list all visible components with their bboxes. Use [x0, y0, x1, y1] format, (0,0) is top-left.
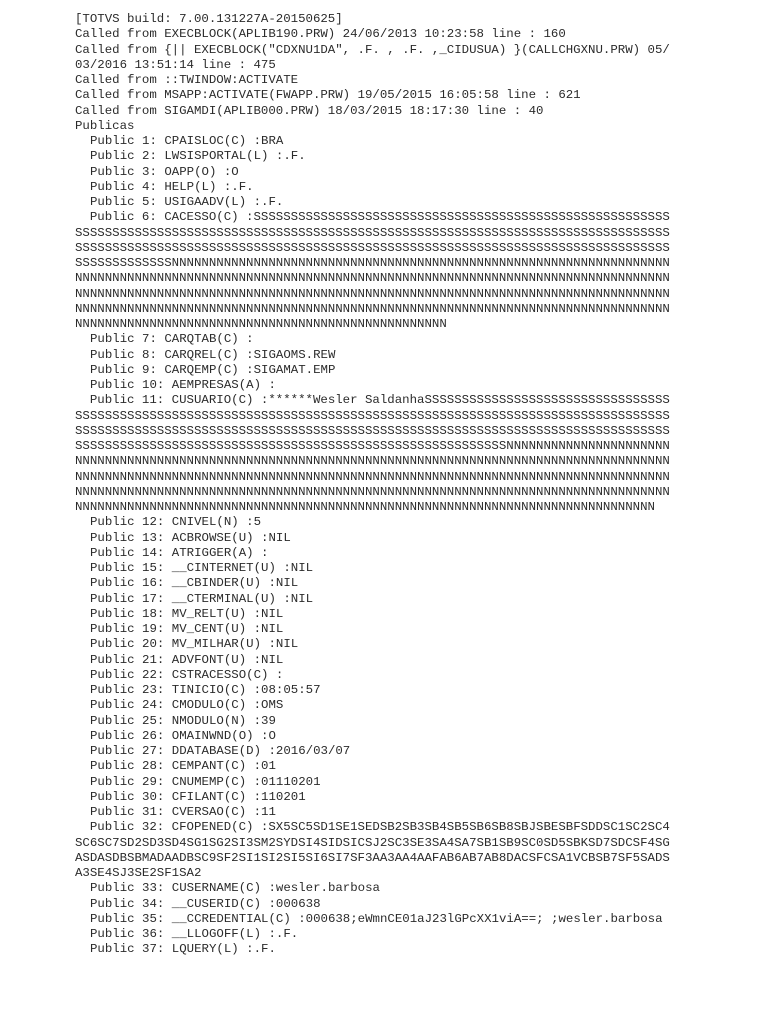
callstack-line: Called from ::TWINDOW:ACTIVATE: [75, 73, 299, 87]
error-log-document: [75, 12, 675, 958]
public-var-cusuario: Public 11: CUSUARIO(C) :******Wesler SaldanhaSSSSSSSSSSSSSSSSSSSSSSSSSSSSSSSSSSSSSSSSSSSSSSSSSSSSSSSSSSSSSSSSSSSSSSSSSSSSSSSSSSSSSSSSSSSSSSSSSSSSSSSSSSSSSSSSSSSSSSSSSSSSSSSSSSSSSSSSSSSSSSSSSSSSSSSSSSSSSSSSSSSSSSSSSSSSSSSSSSSSSSSSSSSSSSSSSSSSSSSSSSSSSSSSSSSSSSSSSSSSSSSSSSSSSSSSSSSSSSSSSSSSSSSSSSSNNNNNNNNNNNNNNNNNNNNNNNNNNNNNNNNNNNNNNNNNNNNNNNNNNNNNNNNNNNNNNNNNNNNNNNNNNNNNNNNNNNNNNNNNNNNNNNNNNNNNNNNNNNNNNNNNNNNNNNNNNNNNNNNNNNNNNNNNNNNNNNNNNNNNNNNNNNNNNNNNNNNNNNNNNNNNNNNNNNNNNNNNNNNNNNNNNNNNNNNNNNNNNNNNNNNNNNNNNNNNNNNNNNNNNNNNNNNNNNNNNNNNNNNNNNNNNNNNNNNNNNNNNNNNNNNNNNNNNNNNNNNNNNNNNNNNNNNNNNNNNNNNNNNNNNNNNNNNNNNNNNNNNNNNNNNNNNNNNNN: [75, 393, 670, 514]
public-var: Public 22: CSTRACESSO(C) :: [90, 667, 284, 682]
public-var: Public 19: MV_CENT(U) :NIL: [90, 622, 284, 636]
public-var: Public 35: __CCREDENTIAL(C) :000638;eWmnCE01aJ23lGPcXX1viA==; ;wesler.barbosa: [90, 911, 663, 926]
public-var: Public 13: ACBROWSE(U) :NIL: [90, 530, 291, 545]
public-var: Public 21: ADVFONT(U) :NIL: [90, 652, 284, 667]
public-var: Public 12: CNIVEL(N) :5: [90, 515, 262, 530]
public-var: Public 17: __CTERMINAL(U) :NIL: [90, 591, 314, 606]
public-var: Public 8: CARQREL(C) :SIGAOMS.REW: [90, 347, 336, 362]
public-var: Public 18: MV_RELT(U) :NIL: [90, 606, 284, 621]
public-var: Public 36: __LLOGOFF(L) :.F.: [90, 927, 299, 941]
public-var: Public 24: CMODULO(C) :OMS: [90, 698, 284, 713]
public-var: Public 20: MV_MILHAR(U) :NIL: [90, 637, 299, 652]
callstack-line: Called from MSAPP:ACTIVATE(FWAPP.PRW) 19/05/2015 16:05:58 line : 621: [75, 88, 581, 103]
public-var: Public 37: LQUERY(L) :.F.: [90, 942, 276, 957]
public-var: Public 4: HELP(L) :.F.: [90, 179, 254, 194]
public-var: Public 27: DDATABASE(D) :2016/03/07: [90, 744, 351, 758]
public-var: Public 28: CEMPANT(C) :01: [90, 759, 276, 774]
public-var: Public 7: CARQTAB(C) :: [90, 332, 254, 347]
public-var: Public 34: __CUSERID(C) :000638: [90, 896, 321, 911]
public-var: Public 2: LWSISPORTAL(L) :.F.: [90, 149, 306, 164]
public-var: Public 23: TINICIO(C) :08:05:57: [90, 683, 321, 697]
public-var: Public 9: CARQEMP(C) :SIGAMAT.EMP: [90, 362, 336, 377]
callstack-line: Called from {|| EXECBLOCK("CDXNU1DA", .F. , .F. ,_CIDUSUA) }(CALLCHGXNU.PRW) 05/03/2016 13:51:14 line : 475: [75, 42, 670, 72]
public-var-cfopened: Public 32: CFOPENED(C) :SX5SC5SD1SE1SEDSB2SB3SB4SB5SB6SB8SBJSBESBFSDDSC1SC2SC4SC6SC7SD2SD3SD4SG1SG2SI3SM2SYDSI4SIDSICSJ2SC3SE3SA4SA7SB1SB9SC0SD5SBKSD7SDCSF4SGASDASDBSBMADAADBSC9SF2SI1SI2SI5SI6SI7SF3AA3AA4AAFAB6AB7AB8DACSFCSA1VCBSB7SF5SADSA3SE4SJ3SE2SF1SA2: [75, 820, 670, 880]
public-var: Public 15: __CINTERNET(U) :NIL: [90, 561, 314, 575]
public-var: Public 33: CUSERNAME(C) :wesler.barbosa: [90, 881, 380, 896]
callstack-line: Called from EXECBLOCK(APLIB190.PRW) 24/06/2013 10:23:58 line : 160: [75, 27, 566, 42]
public-var: Public 16: __CBINDER(U) :NIL: [90, 576, 299, 591]
public-var: Public 1: CPAISLOC(C) :BRA: [90, 134, 284, 148]
public-var: Public 26: OMAINWND(O) :O: [90, 728, 276, 743]
build-line: [TOTVS build: 7.00.131227A-20150625]: [75, 12, 343, 26]
public-var: Public 29: CNUMEMP(C) :01110201: [90, 774, 321, 789]
public-var: Public 3: OAPP(O) :O: [90, 164, 239, 179]
public-var: Public 25: NMODULO(N) :39: [90, 713, 276, 728]
public-var: Public 31: CVERSAO(C) :11: [90, 805, 276, 819]
public-var: Public 10: AEMPRESAS(A) :: [90, 378, 276, 392]
public-var: Public 14: ATRIGGER(A) :: [90, 545, 269, 560]
public-var-cacesso: Public 6: CACESSO(C) :SSSSSSSSSSSSSSSSSSSSSSSSSSSSSSSSSSSSSSSSSSSSSSSSSSSSSSSSSSSSSSSSSSSSSSSSSSSSSSSSSSSSSSSSSSSSSSSSSSSSSSSSSSSSSSSSSSSSSSSSSSSSSSSSSSSSSSSSSSSSSSSSSSSSSSSSSSSSSSSSSSSSSSSSSSSSSSSSSSSSSSSSSSSSSSSSSSSSSSSSSSSSSSSSSSSSSSSSSSSSSSSSSSSSSNNNNNNNNNNNNNNNNNNNNNNNNNNNNNNNNNNNNNNNNNNNNNNNNNNNNNNNNNNNNNNNNNNNNNNNNNNNNNNNNNNNNNNNNNNNNNNNNNNNNNNNNNNNNNNNNNNNNNNNNNNNNNNNNNNNNNNNNNNNNNNNNNNNNNNNNNNNNNNNNNNNNNNNNNNNNNNNNNNNNNNNNNNNNNNNNNNNNNNNNNNNNNNNNNNNNNNNNNNNNNNNNNNNNNNNNNNNNNNNNNNNNNNNNNNNNNNNNNNNNNNNNNNNNNNNNNNNNNNNNNNNNNNNNNNNNNNNNNNNNNNNNNNNNNNNNNNNNNNNNNNNNNNNNNNNNNNNNNNNNNNNNNNNNNNNNNNNNN: [75, 210, 670, 331]
section-heading: Publicas: [75, 118, 135, 133]
public-var: Public 30: CFILANT(C) :110201: [90, 789, 306, 804]
callstack-line: Called from SIGAMDI(APLIB000.PRW) 18/03/2015 18:17:30 line : 40: [75, 103, 544, 118]
public-var: Public 5: USIGAADV(L) :.F.: [90, 195, 284, 209]
